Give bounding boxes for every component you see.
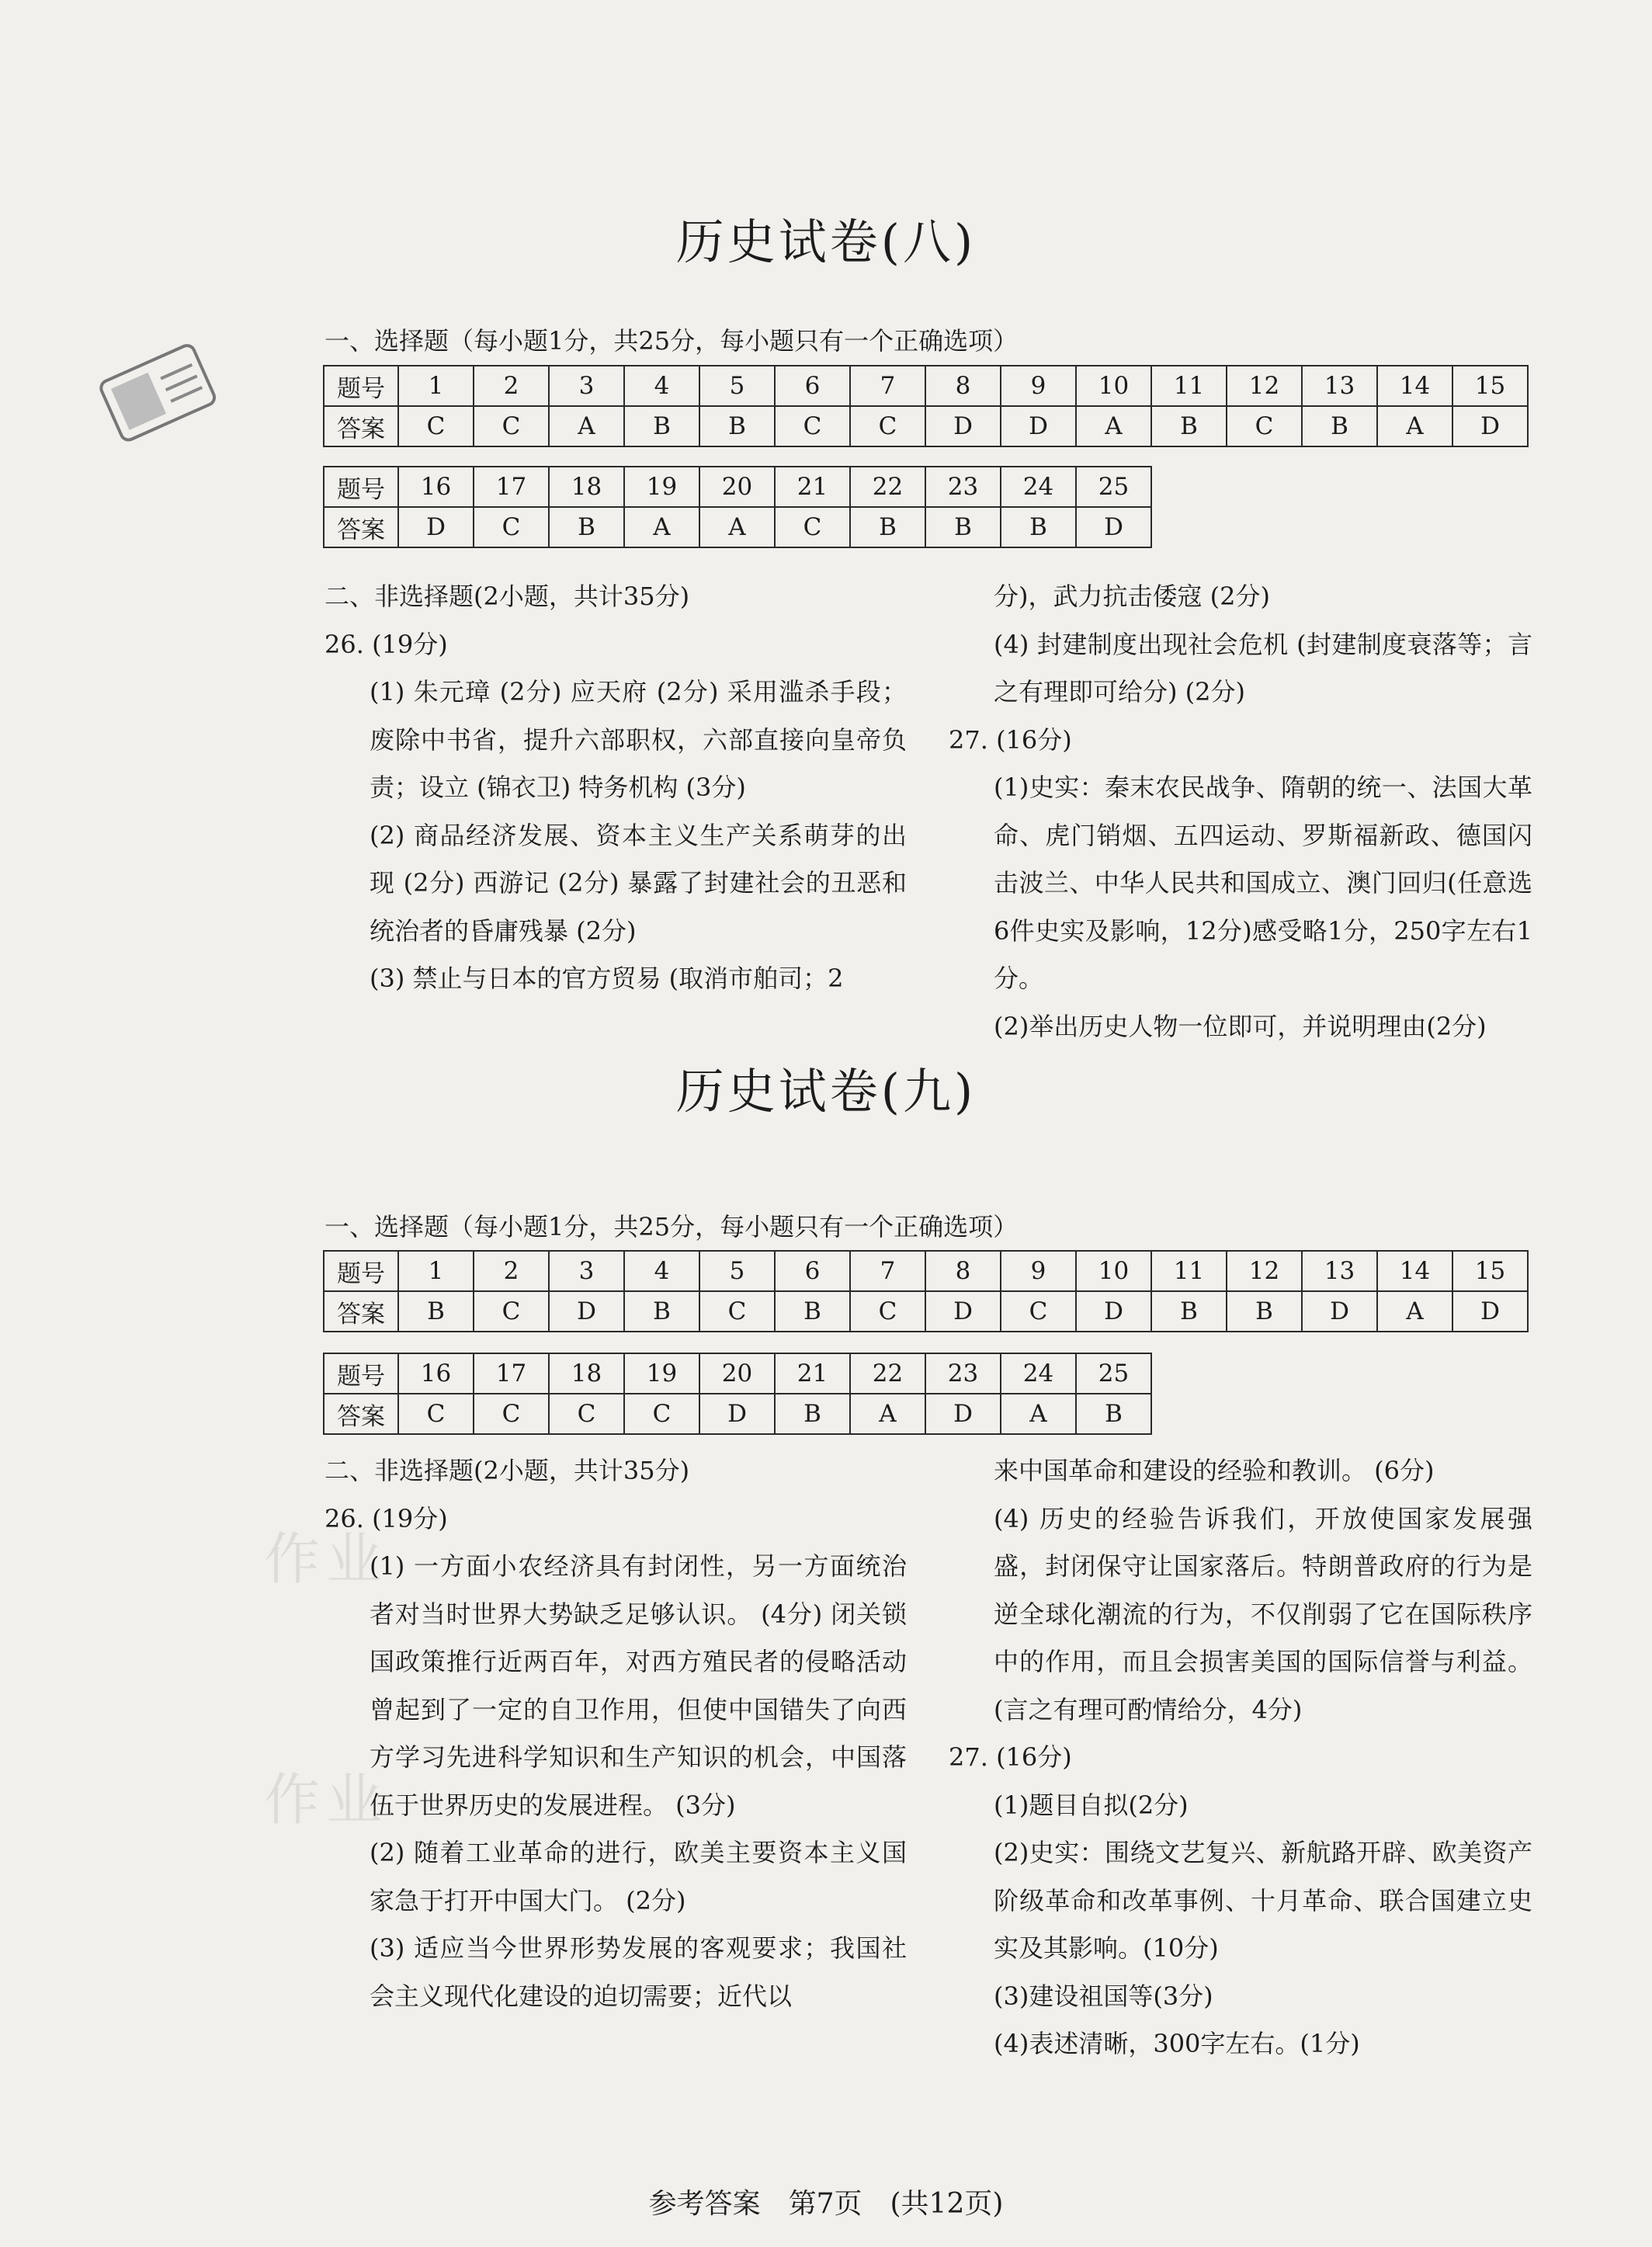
row-label: 题号 xyxy=(324,366,398,406)
answer-item: (4)表述清晰，300字左右。(1分) xyxy=(994,2029,1360,2058)
answer: C xyxy=(775,507,850,547)
answer: C xyxy=(474,1291,549,1332)
answer: A xyxy=(850,1394,925,1434)
answer: D xyxy=(925,406,1001,446)
answer: A xyxy=(624,507,699,547)
watermark: 作业 xyxy=(264,1767,389,1832)
question-no: 4 xyxy=(624,1251,699,1291)
paper9-answer-table-1 xyxy=(323,1250,1529,1332)
question-no: 19 xyxy=(624,1353,699,1394)
section-heading: 二、非选择题(2小题，共计35分) xyxy=(324,582,690,611)
question-no: 19 xyxy=(624,467,699,507)
answer: D xyxy=(1302,1291,1377,1332)
question-no: 2 xyxy=(474,366,549,406)
question-no: 14 xyxy=(1377,1251,1452,1291)
answer: B xyxy=(1151,1291,1227,1332)
answer-item: 来中国革命和建设的经验和教训。 (6分) xyxy=(994,1456,1435,1485)
answer: B xyxy=(1076,1394,1151,1434)
question-no: 18 xyxy=(549,467,624,507)
question-no: 25 xyxy=(1076,467,1151,507)
question-no: 22 xyxy=(850,1353,925,1394)
answer-item: 分)，武力抗击倭寇 (2分) xyxy=(994,582,1270,611)
answer: D xyxy=(549,1291,624,1332)
row-label: 题号 xyxy=(324,1251,398,1291)
question-no: 22 xyxy=(850,467,925,507)
answer: C xyxy=(1227,406,1302,446)
question-no: 8 xyxy=(925,366,1001,406)
answer: A xyxy=(699,507,775,547)
question-no: 11 xyxy=(1151,366,1227,406)
answer: B xyxy=(1302,406,1377,446)
paper9-title: 历史试卷(九) xyxy=(675,1063,977,1120)
answer: B xyxy=(398,1291,474,1332)
answer: C xyxy=(398,1394,474,1434)
answer-item: (4) 历史的经验告诉我们，开放使国家发展强盛，封闭保守让国家落后。特朗普政府的行为是逆全球化潮流的行为，不仅削弱了它在国际秩序中的作用，而且会损害美国的国际信誉与利益。(言之有理可酌情给分，4分) xyxy=(994,1503,1532,1724)
answer: A xyxy=(1377,1291,1452,1332)
answer: B xyxy=(549,507,624,547)
answer: C xyxy=(1001,1291,1076,1332)
answer-item: (1)题目自拟(2分) xyxy=(994,1790,1189,1820)
answer-item: (3) 禁止与日本的官方贸易 (取消市舶司；2 xyxy=(370,964,844,993)
question-no: 10 xyxy=(1076,366,1151,406)
answer: D xyxy=(699,1394,775,1434)
question-no: 11 xyxy=(1151,1251,1227,1291)
answer: C xyxy=(699,1291,775,1332)
section-heading: 二、非选择题(2小题，共计35分) xyxy=(324,1456,690,1485)
question-no: 5 xyxy=(699,1251,775,1291)
question-no: 14 xyxy=(1377,366,1452,406)
answer: C xyxy=(398,406,474,446)
answer-item: (3) 适应当今世界形势发展的客观要求；我国社会主义现代化建设的迫切需要；近代以 xyxy=(370,1933,907,2011)
question-no: 3 xyxy=(549,366,624,406)
question-no: 23 xyxy=(925,1353,1001,1394)
answer: C xyxy=(549,1394,624,1434)
answer: A xyxy=(549,406,624,446)
row-label: 答案 xyxy=(324,1394,398,1434)
question-no: 5 xyxy=(699,366,775,406)
answer-item: (2) 随着工业革命的进行，欧美主要资本主义国家急于打开中国大门。 (2分) xyxy=(370,1838,907,1915)
answer-item: (1) 朱元璋 (2分) 应天府 (2分) 采用滥杀手段；废除中书省，提升六部职权，六部直接向皇帝负责；设立 (锦衣卫) 特务机构 (3分) xyxy=(370,677,907,802)
question-no: 15 xyxy=(1452,1251,1528,1291)
question-no: 9 xyxy=(1001,1251,1076,1291)
answer: D xyxy=(398,507,474,547)
question-no: 21 xyxy=(775,467,850,507)
answer: D xyxy=(1076,507,1151,547)
answer: A xyxy=(1001,1394,1076,1434)
paper9-choice-heading: 一、选择题（每小题1分，共25分，每小题只有一个正确选项） xyxy=(324,1212,1019,1242)
watermark: 作业 xyxy=(264,1526,389,1592)
question-no: 25 xyxy=(1076,1353,1151,1394)
answer: C xyxy=(850,406,925,446)
paper9-right-column xyxy=(949,1447,1532,2068)
paper8-answer-table-1 xyxy=(323,365,1529,447)
answer: D xyxy=(1076,1291,1151,1332)
question-27: 27. (16分) xyxy=(949,724,1072,755)
answer: C xyxy=(850,1291,925,1332)
question-no: 6 xyxy=(775,366,850,406)
paper8-left-column xyxy=(324,573,907,1003)
answer: D xyxy=(1001,406,1076,446)
answer: C xyxy=(474,1394,549,1434)
question-no: 12 xyxy=(1227,1251,1302,1291)
answer-item: (3)建设祖国等(3分) xyxy=(994,1981,1213,2011)
question-no: 8 xyxy=(925,1251,1001,1291)
question-no: 24 xyxy=(1001,467,1076,507)
row-label: 答案 xyxy=(324,406,398,446)
answer: B xyxy=(775,1394,850,1434)
answer: D xyxy=(925,1394,1001,1434)
question-no: 17 xyxy=(474,1353,549,1394)
row-label: 题号 xyxy=(324,1353,398,1394)
question-no: 10 xyxy=(1076,1251,1151,1291)
answer: D xyxy=(1452,406,1528,446)
answer: C xyxy=(474,406,549,446)
answer-item: (4) 封建制度出现社会危机 (封建制度衰落等；言之有理即可给分) (2分) xyxy=(994,629,1532,707)
answer: B xyxy=(1001,507,1076,547)
question-no: 24 xyxy=(1001,1353,1076,1394)
row-label: 题号 xyxy=(324,467,398,507)
answer: B xyxy=(1227,1291,1302,1332)
question-no: 16 xyxy=(398,467,474,507)
question-no: 16 xyxy=(398,1353,474,1394)
answer: C xyxy=(474,507,549,547)
answer: A xyxy=(1377,406,1452,446)
question-26: 26. (19分) xyxy=(324,1503,448,1533)
answer-item: (2)史实：围绕文艺复兴、新航路开辟、欧美资产阶级革命和改革事例、十月革命、联合国建立史实及其影响。(10分) xyxy=(994,1838,1532,1963)
question-26: 26. (19分) xyxy=(324,629,448,659)
answer: B xyxy=(624,1291,699,1332)
paper8-answer-table-2 xyxy=(323,466,1152,548)
answer: B xyxy=(1151,406,1227,446)
question-no: 15 xyxy=(1452,366,1528,406)
question-no: 1 xyxy=(398,366,474,406)
answer-item: (2) 商品经济发展、资本主义生产关系萌芽的出现 (2分) 西游记 (2分) 暴露了封建社会的丑恶和统治者的昏庸残暴 (2分) xyxy=(370,820,907,946)
question-no: 12 xyxy=(1227,366,1302,406)
answer: C xyxy=(624,1394,699,1434)
question-no: 2 xyxy=(474,1251,549,1291)
answer: C xyxy=(775,406,850,446)
question-no: 4 xyxy=(624,366,699,406)
question-no: 13 xyxy=(1302,366,1377,406)
answer-item: (2)举出历史人物一位即可，并说明理由(2分) xyxy=(994,1011,1487,1041)
paper8-choice-heading: 一、选择题（每小题1分，共25分，每小题只有一个正确选项） xyxy=(324,326,1019,356)
answer: B xyxy=(624,406,699,446)
question-no: 20 xyxy=(699,467,775,507)
paper9-left-column xyxy=(324,1447,907,2020)
answer-item: (1)史实：秦末农民战争、隋朝的统一、法国大革命、虎门销烟、五四运动、罗斯福新政、德国闪击波兰、中华人民共和国成立、澳门回归(任意选6件史实及影响，12分)感受略1分，250字左右1分。 xyxy=(994,773,1532,993)
stamp-logo xyxy=(88,329,230,455)
answer: B xyxy=(925,507,1001,547)
answer: B xyxy=(775,1291,850,1332)
question-no: 6 xyxy=(775,1251,850,1291)
question-no: 13 xyxy=(1302,1251,1377,1291)
paper8-right-column xyxy=(949,573,1532,1051)
question-no: 7 xyxy=(850,1251,925,1291)
page-footer: 参考答案 第7页 (共12页) xyxy=(648,2188,1004,2220)
question-no: 23 xyxy=(925,467,1001,507)
answer-item: (1) 一方面小农经济具有封闭性，另一方面统治者对当时世界大势缺乏足够认识。 (4分) 闭关锁国政策推行近两百年，对西方殖民者的侵略活动曾起到了一定的自卫作用，但使中国错失了向西方学习先进科学知识和生产知识的机会，中国落伍于世界历史的发展进程。 (3分) xyxy=(370,1551,907,1820)
question-no: 20 xyxy=(699,1353,775,1394)
question-no: 9 xyxy=(1001,366,1076,406)
row-label: 答案 xyxy=(324,507,398,547)
answer: D xyxy=(1452,1291,1528,1332)
question-no: 7 xyxy=(850,366,925,406)
answer: B xyxy=(699,406,775,446)
question-27: 27. (16分) xyxy=(949,1742,1072,1772)
question-no: 21 xyxy=(775,1353,850,1394)
question-no: 18 xyxy=(549,1353,624,1394)
paper9-answer-table-2 xyxy=(323,1353,1152,1435)
question-no: 3 xyxy=(549,1251,624,1291)
question-no: 17 xyxy=(474,467,549,507)
row-label: 答案 xyxy=(324,1291,398,1332)
answer: A xyxy=(1076,406,1151,446)
answer: B xyxy=(850,507,925,547)
answer: D xyxy=(925,1291,1001,1332)
question-no: 1 xyxy=(398,1251,474,1291)
paper8-title: 历史试卷(八) xyxy=(675,214,977,270)
